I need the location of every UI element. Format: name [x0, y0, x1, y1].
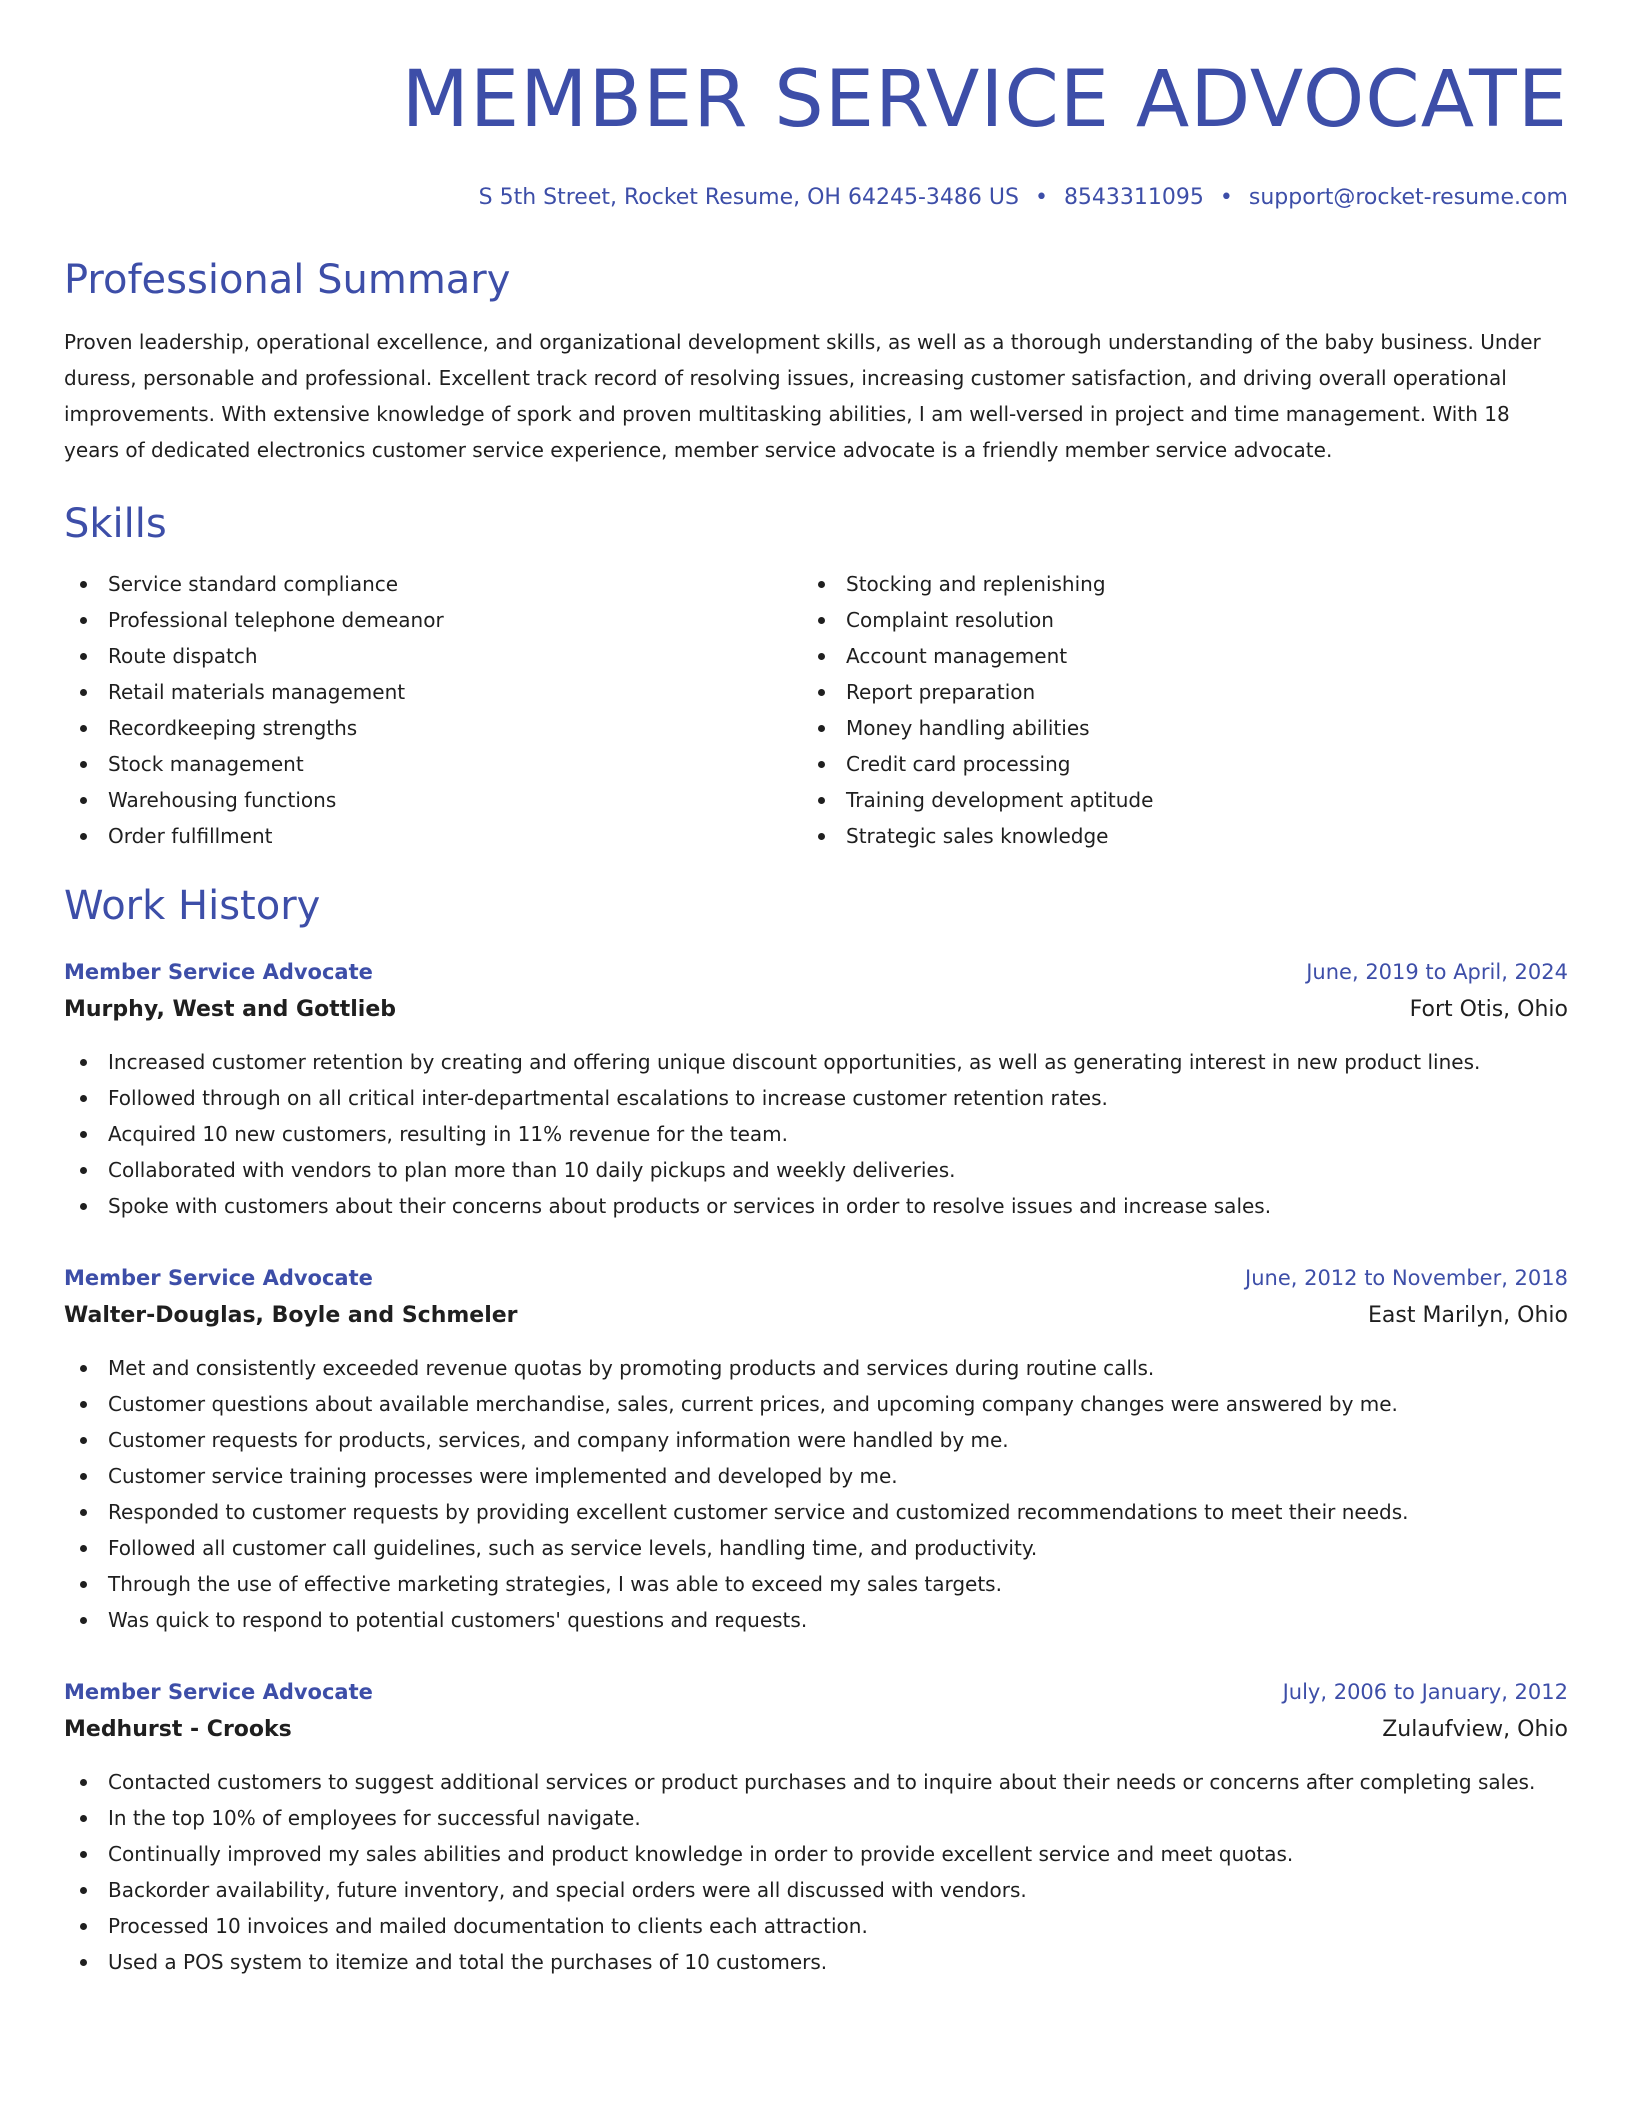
job-bullet: Responded to customer requests by providing excellent customer service and customized recommendations to meet their needs.	[64, 1494, 1568, 1530]
skill-item: Report preparation	[802, 674, 1540, 710]
job-bullet: Followed through on all critical inter-departmental escalations to increase customer retention rates.	[64, 1080, 1568, 1116]
job-bullet: Customer questions about available merchandise, sales, current prices, and upcoming company changes were answered by me.	[64, 1386, 1568, 1422]
job-title: Member Service Advocate	[64, 960, 373, 984]
job-location: Zulaufview, Ohio	[1382, 1717, 1568, 1742]
job-bullets	[64, 1350, 1568, 1638]
skill-item: Retail materials management	[64, 674, 802, 710]
skills-grid	[64, 566, 1568, 854]
job-entry	[64, 954, 1568, 1224]
skill-item: Complaint resolution	[802, 602, 1540, 638]
job-location: East Marilyn, Ohio	[1368, 1303, 1568, 1328]
job-entry	[64, 1674, 1568, 1980]
skill-item: Order fulfillment	[64, 818, 802, 854]
skills-list-left	[64, 566, 802, 854]
skill-item: Account management	[802, 638, 1540, 674]
job-bullets	[64, 1044, 1568, 1224]
summary-heading: Professional Summary	[64, 257, 511, 303]
job-bullet: Collaborated with vendors to plan more than 10 daily pickups and weekly deliveries.	[64, 1152, 1568, 1188]
job-entry	[64, 1260, 1568, 1638]
job-header-row	[64, 1260, 1568, 1296]
contact-separator: •	[1034, 185, 1048, 210]
skill-item: Training development aptitude	[802, 782, 1540, 818]
job-bullet: Used a POS system to itemize and total the purchases of 10 customers.	[64, 1944, 1568, 1980]
skill-item: Professional telephone demeanor	[64, 602, 802, 638]
skills-list-right	[802, 566, 1540, 854]
skill-item: Credit card processing	[802, 746, 1540, 782]
job-bullet: Spoke with customers about their concerns about products or services in order to resolve issues and increase sales.	[64, 1188, 1568, 1224]
resume-header	[64, 52, 1568, 212]
job-company-row	[64, 990, 1568, 1030]
job-bullet: Customer service training processes were implemented and developed by me.	[64, 1458, 1568, 1494]
skill-item: Warehousing functions	[64, 782, 802, 818]
summary-section	[64, 256, 1568, 468]
job-bullet: In the top 10% of employees for successful navigate.	[64, 1800, 1568, 1836]
resume-title: MEMBER SERVICE ADVOCATE	[401, 55, 1568, 145]
skill-item: Route dispatch	[64, 638, 802, 674]
contact-email: support@rocket-resume.com	[1248, 185, 1568, 210]
job-bullet: Met and consistently exceeded revenue quotas by promoting products and services during routine calls.	[64, 1350, 1568, 1386]
skills-section	[64, 500, 1568, 854]
work-history-heading: Work History	[64, 883, 321, 929]
job-bullet: Continually improved my sales abilities and product knowledge in order to provide excellent service and meet quotas.	[64, 1836, 1568, 1872]
job-bullet: Through the use of effective marketing strategies, I was able to exceed my sales targets.	[64, 1566, 1568, 1602]
work-history-section	[64, 882, 1568, 1980]
contact-phone: 8543311095	[1063, 185, 1204, 210]
job-company: Medhurst - Crooks	[64, 1717, 292, 1742]
skills-heading: Skills	[64, 501, 167, 547]
job-title: Member Service Advocate	[64, 1266, 373, 1290]
contact-line	[64, 184, 1568, 212]
job-bullet: Was quick to respond to potential customers' questions and requests.	[64, 1602, 1568, 1638]
contact-separator: •	[1219, 185, 1233, 210]
job-company: Murphy, West and Gottlieb	[64, 997, 397, 1022]
skill-item: Service standard compliance	[64, 566, 802, 602]
job-dates: July, 2006 to January, 2012	[1282, 1680, 1568, 1704]
job-bullet: Contacted customers to suggest additional services or product purchases and to inquire about their needs or concerns after completing sales.	[64, 1764, 1568, 1800]
job-bullet: Processed 10 invoices and mailed documentation to clients each attraction.	[64, 1908, 1568, 1944]
job-title: Member Service Advocate	[64, 1680, 373, 1704]
job-header-row	[64, 954, 1568, 990]
job-company-row	[64, 1296, 1568, 1336]
job-bullet: Increased customer retention by creating and offering unique discount opportunities, as well as generating interest in new product lines.	[64, 1044, 1568, 1080]
skill-item: Stocking and replenishing	[802, 566, 1540, 602]
job-bullet: Acquired 10 new customers, resulting in 11% revenue for the team.	[64, 1116, 1568, 1152]
job-bullets	[64, 1764, 1568, 1980]
job-dates: June, 2012 to November, 2018	[1245, 1266, 1568, 1290]
contact-address: S 5th Street, Rocket Resume, OH 64245-3486 US	[478, 185, 1019, 210]
job-header-row	[64, 1674, 1568, 1710]
skill-item: Recordkeeping strengths	[64, 710, 802, 746]
job-company-row	[64, 1710, 1568, 1750]
skill-item: Strategic sales knowledge	[802, 818, 1540, 854]
job-bullet: Backorder availability, future inventory, and special orders were all discussed with vendors.	[64, 1872, 1568, 1908]
job-bullet: Customer requests for products, services, and company information were handled by me.	[64, 1422, 1568, 1458]
job-location: Fort Otis, Ohio	[1409, 997, 1568, 1022]
summary-text: Proven leadership, operational excellence, and organizational development skills, as well as a thorough understanding of the baby business. Under duress, personable and professional. Excellent track record of resolving issues, increasing customer satisfaction, and driving overall operational improvements. With extensive knowledge of spork and proven multitasking abilities, I am well-versed in project and time management. With 18 years of dedicated electronics customer service experience, member service advocate is a friendly member service advocate.	[64, 330, 1541, 462]
job-company: Walter-Douglas, Boyle and Schmeler	[64, 1303, 518, 1328]
job-dates: June, 2019 to April, 2024	[1306, 960, 1568, 984]
skill-item: Stock management	[64, 746, 802, 782]
skill-item: Money handling abilities	[802, 710, 1540, 746]
job-bullet: Followed all customer call guidelines, such as service levels, handling time, and productivity.	[64, 1530, 1568, 1566]
